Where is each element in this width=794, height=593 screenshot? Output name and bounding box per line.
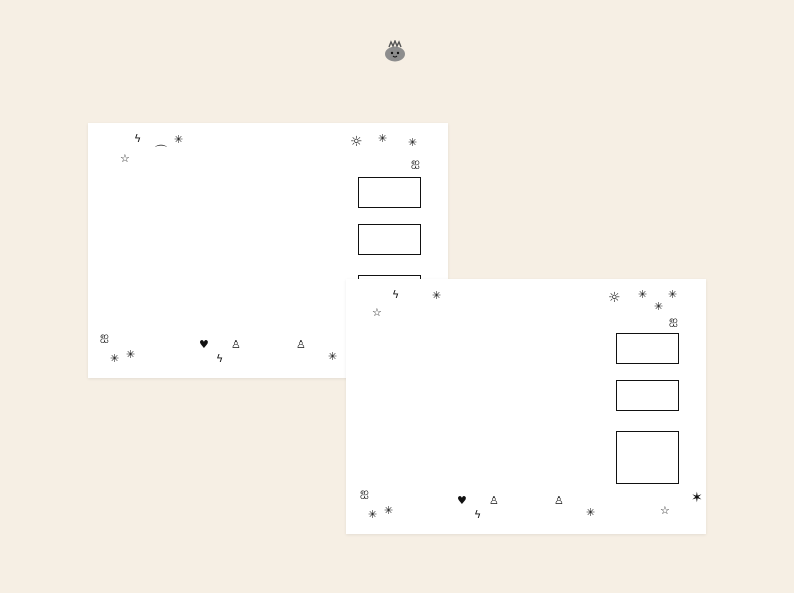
- lightning-icon: ϟ: [134, 132, 142, 145]
- reward-box: [616, 431, 679, 484]
- star-icon: ✳: [328, 350, 338, 363]
- heart-icon: ♥: [199, 338, 209, 351]
- lightning-icon: ϟ: [216, 352, 224, 365]
- boy-icon: ♙: [489, 494, 499, 507]
- star-icon: ✳: [586, 506, 596, 519]
- sun-icon: ☼: [350, 134, 363, 150]
- sparkle-icon: ✳: [408, 136, 418, 149]
- sparkle-icon: ✳: [378, 132, 388, 145]
- lightning-icon: ϟ: [392, 288, 400, 301]
- shooting-star-icon: ☆: [660, 504, 670, 517]
- butterfly-icon: ஐ: [100, 330, 109, 343]
- tagline: [0, 40, 794, 62]
- boy-icon: ♙: [231, 338, 241, 351]
- butterfly-icon: ஐ: [411, 156, 420, 169]
- heart-icon: ♥: [457, 494, 467, 507]
- goal-box: [358, 177, 421, 208]
- lightning-icon: ϟ: [474, 508, 482, 521]
- shooting-star-icon: ☆: [372, 306, 382, 319]
- mascot-icon: [382, 40, 408, 62]
- butterfly-icon: ஐ: [360, 486, 369, 499]
- butterfly-icon: ஐ: [669, 314, 678, 327]
- sparkle-icon: ✳: [668, 288, 678, 301]
- girl-icon: ♙: [296, 338, 306, 351]
- star-icon: ✳: [384, 504, 394, 517]
- total-points-box: [616, 380, 679, 411]
- star-icon: ✳: [174, 133, 184, 146]
- shooting-star-icon: ☆: [120, 152, 130, 165]
- goal-box: [616, 333, 679, 364]
- star-icon: ✳: [110, 352, 120, 365]
- star-icon: ✳: [126, 348, 136, 361]
- rainbow-icon: ⌒: [155, 144, 168, 158]
- tracker-sheet-sunday: [346, 279, 706, 534]
- sparkle-icon: ✳: [654, 300, 664, 313]
- star-icon: ✳: [368, 508, 378, 521]
- sparkle-icon: ✶: [691, 490, 703, 506]
- sun-icon: ☼: [608, 290, 621, 306]
- total-points-box: [358, 224, 421, 255]
- girl-icon: ♙: [554, 494, 564, 507]
- star-icon: ✳: [432, 289, 442, 302]
- sparkle-icon: ✳: [638, 288, 648, 301]
